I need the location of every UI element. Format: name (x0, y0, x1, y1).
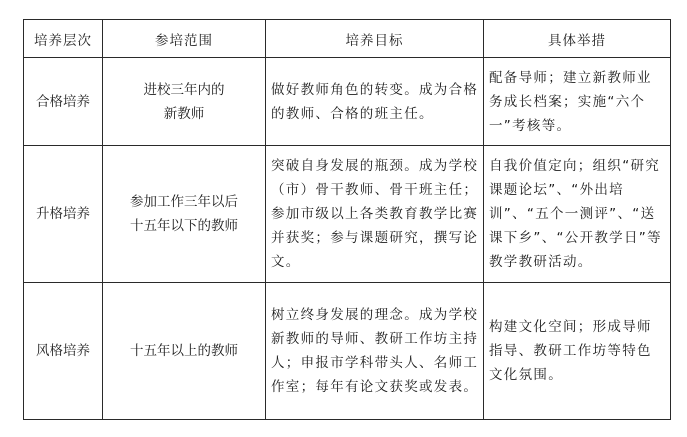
scope-cell (103, 58, 266, 146)
measures-cell: 自我价值定向；组织“研究课题论坛”、“外出培训”、“五个一测评”、“送课下乡”、“公开教学日”等教学教研活动。 (484, 146, 671, 283)
scope-cell (103, 146, 266, 283)
scope-line: 参加工作三年以后 (130, 194, 238, 210)
header-measures: 具体举措 (484, 20, 671, 58)
scope-line: 新教师 (163, 105, 205, 122)
table-row (24, 146, 671, 283)
table-header-row (24, 20, 671, 58)
scope-line: 十五年以下的教师 (130, 218, 238, 234)
scope-cell (103, 283, 266, 420)
goal-cell: 树立终身发展的理念。成为学校新教师的导师、教研工作坊主持人；申报市学科带头人、名师工作室；每年有论文获奖或发表。 (266, 283, 484, 420)
measures-cell: 配备导师；建立新教师业务成长档案；实施“六个一”考核等。 (484, 58, 671, 146)
level-cell: 风格培养 (24, 283, 103, 420)
goal-cell: 突破自身发展的瓶颈。成为学校（市）骨干教师、骨干班主任；参加市级以上各类教育教学比赛并获奖；参与课题研究，撰写论文。 (266, 146, 484, 283)
scope-line: 进校三年内的 (143, 81, 225, 98)
training-table-container (23, 19, 671, 420)
goal-cell: 做好教师角色的转变。成为合格的教师、合格的班主任。 (266, 58, 484, 146)
table-row (24, 283, 671, 420)
level-cell: 合格培养 (24, 58, 103, 146)
measures-cell: 构建文化空间；形成导师指导、教研工作坊等特色文化氛围。 (484, 283, 671, 420)
header-scope: 参培范围 (103, 20, 266, 58)
table-row (24, 58, 671, 146)
header-level: 培养层次 (24, 20, 103, 58)
level-cell: 升格培养 (24, 146, 103, 283)
scope-line: 十五年以上的教师 (130, 343, 238, 359)
header-goal: 培养目标 (266, 20, 484, 58)
teacher-training-table (23, 19, 671, 420)
